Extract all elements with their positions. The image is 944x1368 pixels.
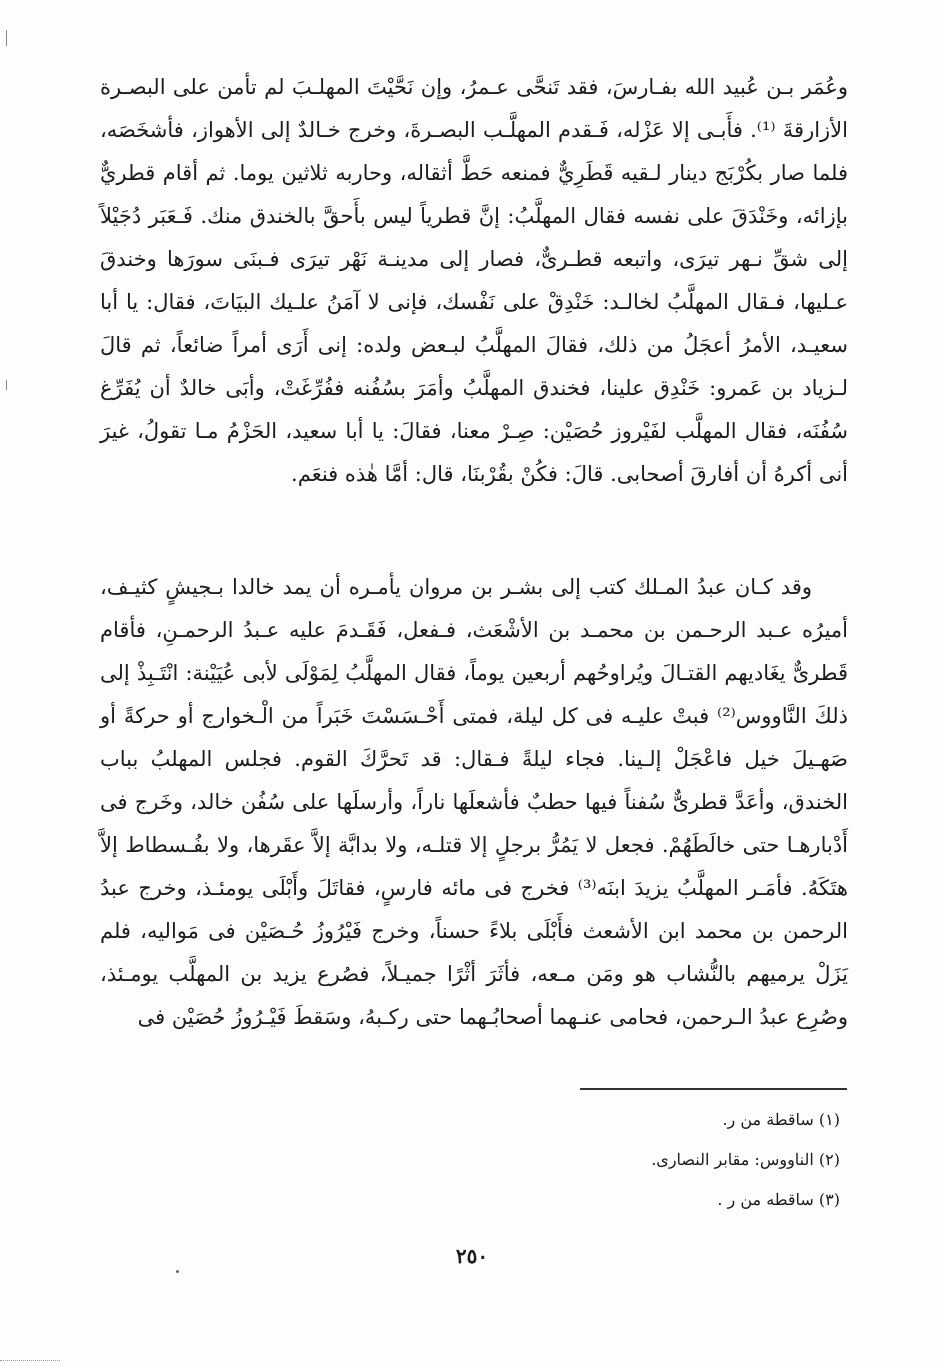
margin-mark (6, 30, 7, 46)
body-paragraph-1: وعُمَر بـن عُبيد الله بفـارسَ، فقد تَنحَّى عـمرُ، وإن نَحَّيْتَ المهلـبَ لم تأمن على البصـرة الأزارقةَ ⁽¹⁾. فأَبـى إلا عَزْله، فَـقدم المهلَّـب البصـرةَ، وخرج خـالدٌ إلى الأهواز، فأشخَصَه، فلما صار بكُرْبَج دينار لـقيه قَطَرِيٌّ فمنعه حَطَّ أثقاله، وحاربه ثلاثين يوما. ثم أقام قطريٌّ بإزائه، وخَنْدَقَ على نفسه فقال المهلَّبُ: إنَّ قطرياً ليس بأَحقَّ بالخندق منك. فَـعَبَر دُجَيْلاً إلى شقِّ نـهر تيرَى، واتبعه قطـرىٌّ، فصار إلى مدينـة نَهْر تيرَى فـبنَى سورَها وخندقَ عـليها، فـقال المهلَّبُ لخالـد: خَنْدِقْ على نَفْسك، فإنى لا آمَنُ علـيك البيَاتَ، فقال: يا أبا سعيـد، الأمرُ أعجَلُ من ذلك، فقالَ المهلَّبُ لبـعض ولده: إنى أَرَى أمراً ضائعاً، ثم قالَ لـزياد بن عَمرو: خَنْدِق علينا، فخندق المهلَّبُ وأمَرَ بسُفُنه ففُرِّغَتْ، وأبَى خالدٌ أن يُفَرِّغ سُفُنَه، فقال المهلَّب لفَيْروز حُصَيْن: صِـرْ معنا، فقالَ: يا أبا سعيد، الحَزْمُ مـا تقولُ، غيرَ أنى أكرهُ أن أفارقَ أصحابى. قالَ: فكُنْ بقُرْبنَا، قال: أمَّا هٰذه فنعَم. (100, 75, 848, 486)
footnotes (100, 1100, 840, 1220)
footnote-3: (٣) ساقطه من ر . (717, 1190, 840, 1209)
scan-speck (176, 1270, 179, 1273)
scan-edge (0, 1360, 60, 1361)
body-paragraph-2: وقد كـان عبدُ المـلك كتب إلى بشـر بن مروان يأمـره أن يمد خالدا بـجيشٍ كثيـف، أميرُه عـبد الرحـمن بن محمـد بن الأشْعَث، فـفعل، فَقَـدمَ عليه عـبدُ الرحمـنِ، فأقام قَطرىٌّ يغَاديهم القتـالَ ويُراوحُهم أربعين يوماً، فقال المهلَّبُ لِمَوْلَى لأبى عُيَيْنة: انْتَـبِذْ إلى ذلكَ النَّاووس⁽²⁾ فبتْ عليـه فى كل ليلة، فمتى أَحْـسَسْتَ خَبَراً من الْـخوارج أو حركةً أو صَهـيلَ خيل فاعْجَلْ إلـينا. فجاء ليلةً فـقال: قد تَحرَّكَ القوم. فجلس المهلبُ بباب الخندق، وأعَدَّ قطرىٌّ سُفناً فيها حطبٌ فأشعلَها ناراً، وأرسلَها على سُفُن خالد، وخَرج فى أَدْبارهـا حتى خالَطَهُمْ. فجعل لا يَمُرُّ برجلٍ إلا قتلـه، ولا بدابَّة إلاَّ عقَرها، ولا بفُـسطاط إلاَّ هتَكَهُ. فأمَـر المهلَّبُ يزيدَ ابنَه⁽³⁾ فخرج فى مائه فارسٍ، فقاتَلَ وأَبْلَى يومئـذ، وخرج عبدُ الرحمن بن محمد ابن الأشعث فأَبْلَى بلاءً حسناً، وخرج فَيْرُوزُ حُـصَيْن فى مَواليه، فلم يَزَلْ يرميهم بالنُّشاب هو ومَن مـعه، فأثَرَ أثْرًا جميـلاً، فصُرع يزيد بن المهلَّب يومـئذ، وصُرِع عبدُ الـرحمن، فحامى عنـهما أصحابُـهما حتى ركـبهُ، وسَقطَ فَيْـرُوزُ حُصَيْن فى (100, 575, 849, 1029)
margin-mark (6, 380, 7, 390)
page-number: ٢٥٠ (455, 1244, 489, 1268)
footnote-2: (٢) الناووس: مقابر النصارى. (651, 1150, 840, 1169)
footnote-1: (١) ساقطة من ر. (722, 1110, 840, 1129)
footnote-separator (580, 1088, 847, 1090)
